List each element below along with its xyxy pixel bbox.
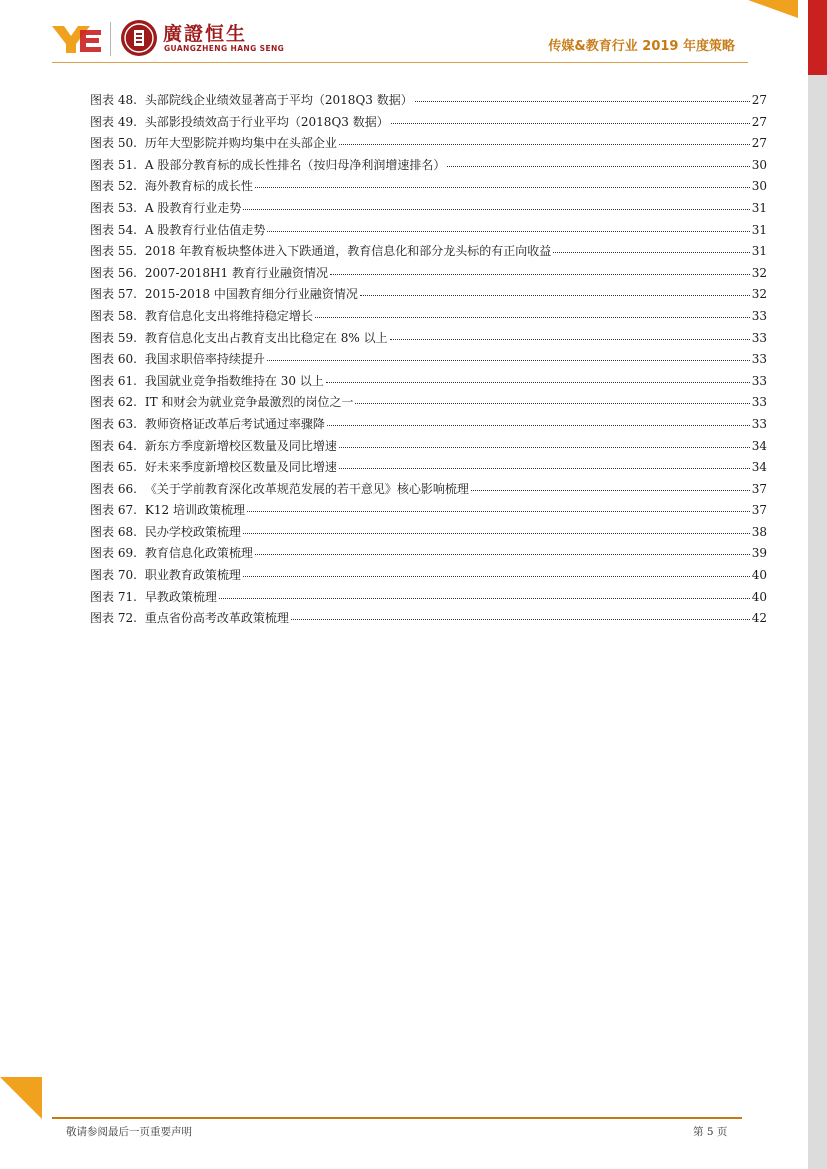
toc-entry[interactable] [90,90,767,112]
toc-entry-leader-dots [243,205,749,210]
toc-entry-label: 图表 48. [90,93,137,107]
toc-entry-page: 30 [751,157,767,172]
toc-entry-page: 38 [751,524,767,539]
toc-entry-page: 39 [751,546,767,561]
toc-entry-title: 头部院线企业绩效显著高于平均（2018Q3 数据） [144,93,413,107]
toc-entry-label: 图表 71. [90,589,137,604]
toc-entry-leader-dots [327,421,750,426]
toc-entry-title: 教育信息化支出占教育支出比稳定在 8% 以上 [144,330,388,345]
footer-divider [52,1117,742,1119]
toc-entry-page: 27 [751,136,767,151]
toc-entry-leader-dots [267,227,749,232]
toc-entry-label: 图表 72. [90,611,137,626]
toc-entry[interactable] [90,349,767,371]
toc-entry-title: 2018 年教育板块整体进入下跌通道，教育信息化和部分龙头标的有正向收益 [144,244,552,259]
toc-entry-label: 图表 58. [90,308,137,323]
toc-entry[interactable] [90,500,767,522]
toc-entry-leader-dots [355,399,749,404]
toc-entry-page: 37 [751,481,767,496]
toc-entry[interactable] [90,565,767,587]
toc-entry-label: 图表 50. [90,136,137,151]
toc-entry-label: 图表 61. [90,373,137,388]
toc-entry[interactable] [90,479,767,501]
right-side-bar [808,0,827,1169]
toc-entry-leader-dots [330,270,750,275]
toc-entry-leader-dots [315,313,750,318]
toc-entry-leader-dots [415,97,750,102]
toc-entry-title: 历年大型影院并购均集中在头部企业 [144,136,337,151]
toc-entry-title: K12 培训政策梳理 [144,503,245,518]
toc-entry-leader-dots [243,529,750,534]
toc-entry-page: 33 [751,416,767,431]
toc-entry[interactable] [90,133,767,155]
toc-entry-label: 图表 57. [90,287,137,302]
toc-entry-title: A 股教育行业走势 [144,200,242,215]
toc-entry[interactable] [90,241,767,263]
toc-entry-page: 42 [751,611,767,626]
toc-entry-leader-dots [267,356,750,361]
ye-logo-icon [52,24,102,54]
toc-entry[interactable] [90,543,767,565]
toc-entry-title: 2015-2018 中国教育细分行业融资情况 [144,287,358,302]
toc-entry-leader-dots [219,594,750,599]
toc-entry-label: 图表 69. [90,546,137,561]
toc-entry-title: 教师资格证改革后考试通过率骤降 [144,416,325,431]
logo-separator [110,22,111,56]
toc-entry-label: 图表 67. [90,503,137,518]
figure-list [90,90,767,630]
toc-entry-label: 图表 59. [90,330,137,345]
toc-entry-leader-dots [243,572,750,577]
toc-entry-label: 图表 62. [90,395,137,410]
toc-entry-title: IT 和财会为就业竞争最激烈的岗位之一 [144,395,354,410]
toc-entry[interactable] [90,457,767,479]
toc-entry-title: A 股教育行业估值走势 [144,222,266,237]
toc-entry-title: 重点省份高考改革政策梳理 [144,611,289,626]
toc-entry-leader-dots [447,162,749,167]
brand-name-en: GUANGZHENG HANG SENG [164,44,285,53]
brand-name-cn: 廣證恒生 [163,23,248,45]
toc-entry-page: 33 [751,373,767,388]
toc-entry-page: 27 [751,114,767,129]
toc-entry-title: 教育信息化政策梳理 [144,546,253,561]
toc-entry-label: 图表 49. [90,114,137,129]
toc-entry[interactable] [90,220,767,242]
toc-entry-leader-dots [553,248,749,253]
toc-entry-leader-dots [339,443,750,448]
toc-entry-title: 头部影投绩效高于行业平均（2018Q3 数据） [144,114,389,129]
toc-entry[interactable] [90,328,767,350]
report-title: 传媒&教育行业 2019 年度策略 [548,39,735,54]
toc-entry-title: 职业教育政策梳理 [144,568,241,583]
toc-entry[interactable] [90,284,767,306]
toc-entry-page: 40 [751,589,767,604]
toc-entry[interactable] [90,414,767,436]
toc-entry-label: 图表 66. [90,481,137,496]
toc-entry-leader-dots [255,550,750,555]
toc-entry-title: 我国就业竞争指数维持在 30 以上 [144,373,324,388]
toc-entry-label: 图表 60. [90,352,137,367]
toc-entry-page: 31 [751,222,767,237]
toc-entry-page: 33 [751,395,767,410]
toc-entry-label: 图表 54. [90,222,137,237]
toc-entry-label: 图表 51. [90,157,137,172]
toc-entry-page: 34 [751,438,767,453]
toc-entry[interactable] [90,608,767,630]
toc-entry[interactable] [90,436,767,458]
toc-entry[interactable] [90,198,767,220]
toc-entry-page: 27 [751,93,767,107]
toc-entry-page: 40 [751,568,767,583]
toc-entry[interactable] [90,587,767,609]
toc-entry[interactable] [90,392,767,414]
toc-entry-page: 33 [751,330,767,345]
toc-entry-page: 37 [751,503,767,518]
toc-entry-label: 图表 56. [90,265,137,280]
footer-disclaimer: 敬请参阅最后一页重要声明 [66,1126,192,1138]
toc-entry-title: 教育信息化支出将维持稳定增长 [144,308,313,323]
toc-entry-leader-dots [291,615,750,620]
toc-entry-title: 新东方季度新增校区数量及同比增速 [144,438,337,453]
toc-entry-label: 图表 68. [90,524,137,539]
toc-entry-page: 32 [751,287,767,302]
toc-entry-label: 图表 63. [90,416,137,431]
toc-entry[interactable] [90,522,767,544]
toc-entry[interactable] [90,306,767,328]
company-seal-icon [120,19,158,57]
toc-entry-leader-dots [360,291,750,296]
page-number: 第 5 页 [693,1126,728,1138]
toc-entry-label: 图表 53. [90,200,137,215]
toc-entry-page: 34 [751,460,767,475]
toc-entry-page: 31 [751,244,767,259]
header-divider [52,62,748,63]
toc-entry-leader-dots [339,464,750,469]
toc-entry-title: 《关于学前教育深化改革规范发展的若干意见》核心影响梳理 [144,481,469,496]
toc-entry-title: 早教政策梳理 [144,589,217,604]
toc-entry-label: 图表 55. [90,244,137,259]
toc-entry-title: 好未来季度新增校区数量及同比增速 [144,460,337,475]
toc-entry-page: 31 [751,200,767,215]
toc-entry-title: 2007-2018H1 教育行业融资情况 [144,265,328,280]
toc-entry-page: 33 [751,308,767,323]
toc-entry-leader-dots [471,486,750,491]
toc-entry-label: 图表 65. [90,460,137,475]
toc-entry-leader-dots [391,119,750,124]
toc-entry-page: 33 [751,352,767,367]
toc-entry-title: 我国求职倍率持续提升 [144,352,265,367]
corner-decoration-top-right [748,0,798,18]
toc-entry-title: 海外教育标的成长性 [144,179,253,194]
toc-entry-title: 民办学校政策梳理 [144,524,241,539]
toc-entry-page: 30 [751,179,767,194]
toc-entry[interactable] [90,371,767,393]
toc-entry-leader-dots [390,335,750,340]
toc-entry-page: 32 [751,265,767,280]
right-side-bar-accent [808,0,827,75]
toc-entry-label: 图表 70. [90,568,137,583]
toc-entry-leader-dots [326,378,750,383]
toc-entry-title: A 股部分教育标的成长性排名（按归母净利润增速排名） [144,157,446,172]
toc-entry-label: 图表 52. [90,179,137,194]
toc-entry[interactable] [90,112,767,134]
toc-entry[interactable] [90,263,767,285]
toc-entry-leader-dots [339,140,750,145]
toc-entry[interactable] [90,176,767,198]
toc-entry-label: 图表 64. [90,438,137,453]
toc-entry-leader-dots [255,183,750,188]
toc-entry-leader-dots [247,507,750,512]
toc-entry[interactable] [90,155,767,177]
corner-decoration-bottom-left [0,1077,42,1119]
